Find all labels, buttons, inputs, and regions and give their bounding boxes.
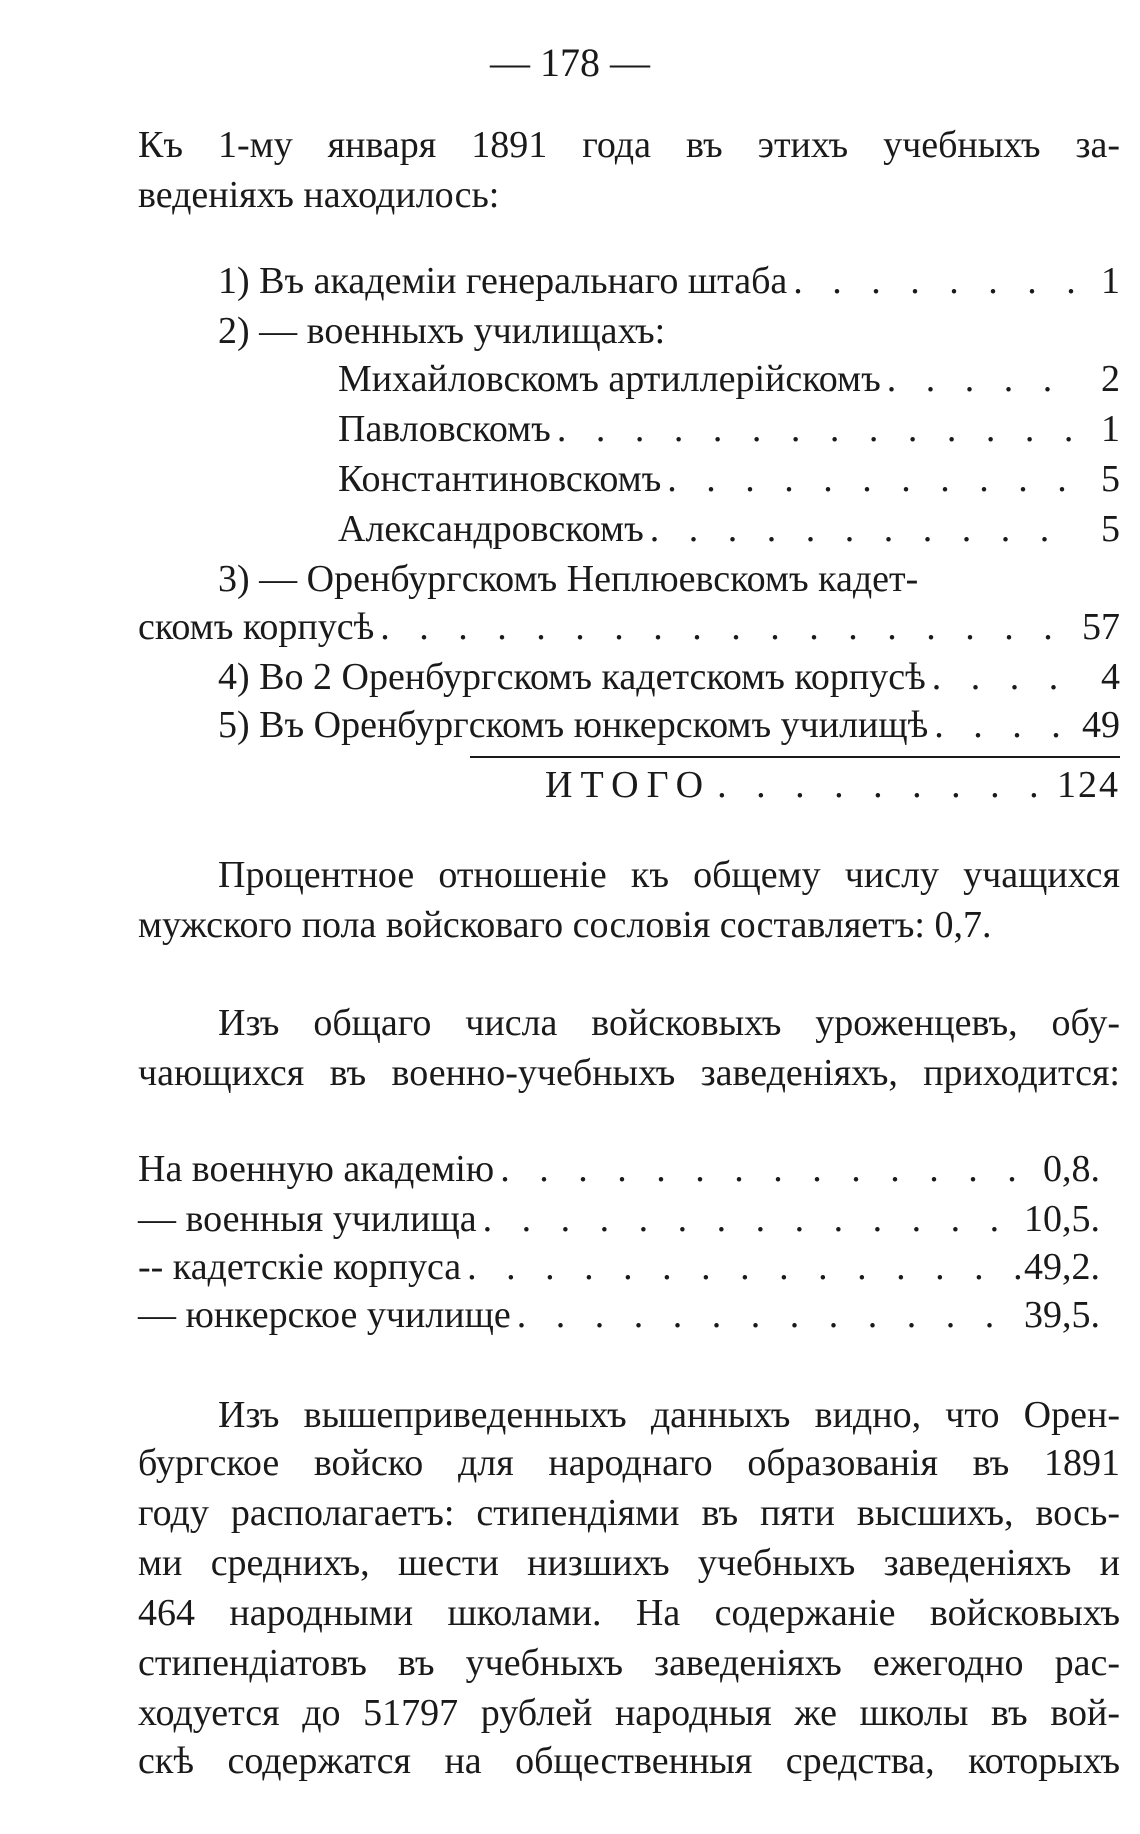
leader-dots bbox=[787, 258, 1080, 304]
leader-dots bbox=[928, 702, 1080, 748]
institution-value: 5 bbox=[1101, 508, 1120, 550]
percent-line-2: мужского пола войсковаго сословія составляетъ: 0,7. bbox=[138, 904, 992, 946]
institution-value: 2 bbox=[1101, 358, 1120, 400]
total-value: 124 bbox=[1057, 764, 1120, 806]
institution-value: 1 bbox=[1101, 260, 1120, 302]
institution-label: Александровскомъ bbox=[338, 508, 644, 550]
distribution-value: 39,5. bbox=[1024, 1294, 1100, 1336]
leader-dots bbox=[926, 654, 1080, 700]
institution-row bbox=[218, 258, 1120, 304]
institution-value: 57 bbox=[1082, 606, 1120, 648]
institution-row bbox=[338, 456, 1120, 502]
institution-label: Константиновскомъ bbox=[338, 458, 662, 500]
conclusion-line: ми среднихъ, шести низшихъ учебныхъ заведеніяхъ и bbox=[138, 1542, 1120, 1584]
distribution-row bbox=[138, 1244, 1100, 1290]
institution-label: 1) Въ академіи генеральнаго штаба bbox=[218, 260, 788, 302]
distribution-label: -- кадетскіе корпуса bbox=[138, 1246, 462, 1288]
distribution-row bbox=[138, 1146, 1100, 1192]
leader-dots bbox=[661, 456, 1080, 502]
institution-row bbox=[218, 556, 1038, 602]
total-row bbox=[545, 762, 1120, 808]
distribution-row bbox=[138, 1196, 1100, 1242]
institution-row bbox=[218, 654, 1120, 700]
distribution-label: — военныя училища bbox=[138, 1198, 477, 1240]
institution-label: Михайловскомъ артиллерійскомъ bbox=[338, 358, 881, 400]
total-rule bbox=[470, 756, 1120, 758]
institution-label: 2) — военныхъ училищахъ: bbox=[218, 310, 666, 352]
conclusion-line: ходуется до 51797 рублей народныя же школы въ вой- bbox=[138, 1692, 1120, 1734]
institution-row bbox=[138, 604, 1120, 650]
conclusion-line: Изъ вышеприведенныхъ данныхъ видно, что Орен- bbox=[218, 1394, 1120, 1436]
leader-dots bbox=[711, 762, 1057, 808]
conclusion-line: году располагаетъ: стипендіями въ пяти высшихъ, вось- bbox=[138, 1492, 1120, 1534]
institution-value: 49 bbox=[1082, 704, 1120, 746]
distribution-intro-line-2: чающихся въ военно-учебныхъ заведеніяхъ, приходится: bbox=[138, 1052, 1120, 1094]
institution-value: 5 bbox=[1101, 458, 1120, 500]
leader-dots bbox=[477, 1196, 1024, 1242]
institution-value: 1 bbox=[1101, 408, 1120, 450]
leader-dots bbox=[551, 406, 1080, 452]
page-number: — 178 — bbox=[490, 40, 650, 85]
leader-dots bbox=[494, 1146, 1043, 1192]
institution-label: 4) Во 2 Оренбургскомъ кадетскомъ корпусѣ bbox=[218, 656, 926, 698]
institution-row bbox=[218, 702, 1120, 748]
distribution-label: — юнкерское училище bbox=[138, 1294, 511, 1336]
institution-value: 4 bbox=[1101, 656, 1120, 698]
distribution-intro-line-1: Изъ общаго числа войсковыхъ уроженцевъ, обу- bbox=[218, 1002, 1120, 1044]
conclusion-line: стипендіатовъ въ учебныхъ заведеніяхъ ежегодно рас- bbox=[138, 1642, 1120, 1684]
intro-line-2: веденіяхъ находилось: bbox=[138, 174, 500, 216]
institution-row bbox=[338, 406, 1120, 452]
institution-row bbox=[338, 506, 1120, 552]
conclusion-line: бургское войско для народнаго образованія въ 1891 bbox=[138, 1442, 1120, 1484]
percent-line-1: Процентное отношеніе къ общему числу учащихся bbox=[218, 854, 1120, 896]
total-label: ИТОГО bbox=[545, 764, 712, 806]
distribution-value: 49,2. bbox=[1024, 1246, 1100, 1288]
institution-label: 3) — Оренбургскомъ Неплюевскомъ кадет- bbox=[218, 558, 919, 600]
leader-dots bbox=[881, 356, 1080, 402]
leader-dots bbox=[461, 1244, 1024, 1290]
distribution-value: 10,5. bbox=[1024, 1198, 1100, 1240]
conclusion-line: скѣ содержатся на общественныя средства, которыхъ bbox=[138, 1740, 1120, 1782]
institution-row bbox=[338, 356, 1120, 402]
leader-dots bbox=[374, 604, 1080, 650]
distribution-row bbox=[138, 1292, 1100, 1338]
leader-dots bbox=[511, 1292, 1024, 1338]
institution-label: 5) Въ Оренбургскомъ юнкерскомъ училищѣ bbox=[218, 704, 929, 746]
institution-label: Павловскомъ bbox=[338, 408, 551, 450]
distribution-value: 0,8. bbox=[1043, 1148, 1100, 1190]
distribution-label: На военную академію bbox=[138, 1148, 495, 1190]
leader-dots bbox=[644, 506, 1080, 552]
institution-label: скомъ корпусѣ bbox=[138, 606, 375, 648]
conclusion-line: 464 народными школами. На содержаніе войсковыхъ bbox=[138, 1592, 1120, 1634]
intro-line-1: Къ 1-му января 1891 года въ этихъ учебныхъ за- bbox=[138, 124, 1120, 166]
institution-row bbox=[218, 308, 665, 354]
